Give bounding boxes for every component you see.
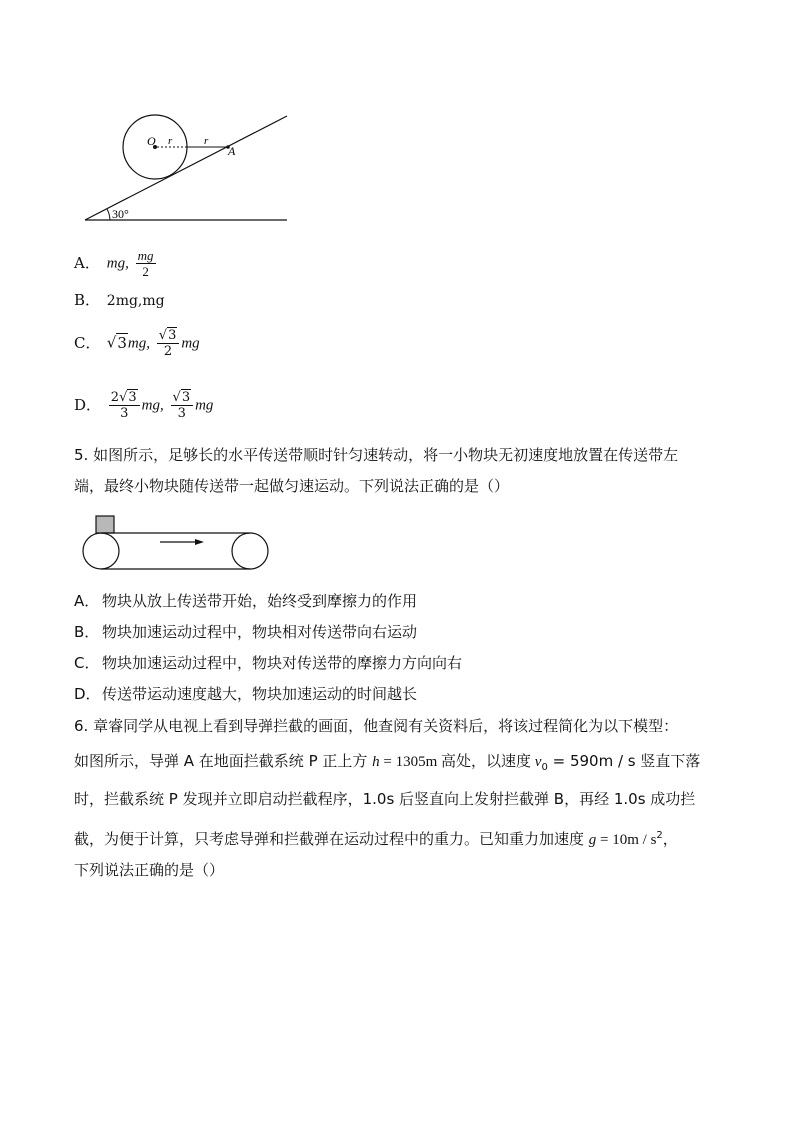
option-label: A．	[74, 592, 100, 610]
center-label: O	[147, 134, 156, 148]
fraction-numerator: mg	[137, 248, 154, 263]
option-text: 物块加速运动过程中，物块相对传送带向右运动	[102, 623, 418, 641]
fraction-numerator: √3	[171, 390, 194, 406]
option-text: 传送带运动速度越大，物块加速运动的时间越长	[102, 685, 418, 703]
option-label: B．	[74, 623, 100, 641]
v-subscript: 0	[541, 762, 548, 773]
option-d-term2: mg	[195, 397, 214, 414]
option-b-text: 2mg,mg	[106, 293, 165, 309]
motion-arrow-head	[195, 539, 204, 545]
angle-label: 30°	[112, 207, 129, 221]
option-a-fraction	[136, 248, 156, 279]
option-a-term1: mg,	[106, 255, 129, 272]
option-c-term1: mg,	[127, 335, 150, 352]
radicand: 3	[168, 328, 177, 343]
q5-option-a	[74, 590, 417, 612]
option-label: D．	[74, 685, 101, 703]
fraction-denominator: 2	[142, 264, 149, 279]
radicand: 3	[181, 390, 191, 405]
option-label: C．	[74, 333, 101, 352]
q6-stem-line1: 6. 章睿同学从电视上看到导弹拦截的画面，他查阅有关资料后，将该过程简化为以下模型：	[74, 717, 679, 735]
g-symbol: g	[588, 832, 597, 848]
q4-option-c	[74, 328, 200, 359]
h-symbol: h	[372, 754, 380, 770]
option-d-fraction1	[109, 390, 140, 421]
q4-option-a	[74, 248, 158, 279]
q6-stem-line4: 截，为便于计算，只考虑导弹和拦截弹在运动过程中的重力。已知重力加速度 $g = 10m / s^2$，	[74, 830, 678, 848]
fraction-denominator: 3	[120, 406, 129, 421]
q4-option-d	[74, 390, 213, 421]
incline-circle-figure	[80, 110, 295, 230]
left-roller	[83, 533, 119, 569]
option-d-term1: mg,	[141, 397, 164, 414]
g-superscript: 2	[656, 830, 663, 841]
fraction-numerator: 2√3	[109, 390, 140, 406]
radicand: 3	[117, 333, 127, 352]
option-label: B．	[74, 291, 101, 309]
incline-line	[85, 116, 287, 220]
sqrt-expression: √3	[106, 333, 127, 352]
q6-stem-line3: 时，拦截系统 P 发现并立即启动拦截程序，1.0s 后竖直向上发射拦截弹 B，再经 1.0s 成功拦	[74, 790, 696, 808]
option-label: A．	[74, 253, 100, 272]
q4-option-b	[74, 289, 165, 312]
q6-stem-line2: 如图所示，导弹 A 在地面拦截系统 P 正上方 h = 1305m 高处，以速度 $v_0 = 590m / s$ 竖直下落	[74, 752, 701, 773]
q5-stem-line2: 端，最终小物块随传送带一起做匀速运动。下列说法正确的是（）	[74, 477, 510, 495]
conveyor-figure	[80, 513, 275, 575]
block	[96, 516, 114, 533]
option-c-term2: mg	[181, 335, 200, 352]
radius-label-left: r	[168, 135, 173, 147]
fraction-denominator: 2	[163, 344, 173, 359]
point-a-label: A	[228, 144, 236, 158]
angle-arc	[107, 209, 110, 220]
right-roller	[232, 533, 268, 569]
option-c-fraction	[157, 328, 180, 359]
q5-stem-line1: 5. 如图所示，足够长的水平传送带顺时针匀速转动，将一小物块无初速度地放置在传送带左	[74, 446, 679, 464]
option-text: 物块从放上传送带开始，始终受到摩擦力的作用	[102, 592, 418, 610]
radius-label-right: r	[204, 135, 209, 147]
option-label: D．	[74, 395, 102, 414]
fraction-numerator: √3	[157, 328, 180, 344]
option-d-fraction2	[171, 390, 194, 421]
v-symbol: v	[534, 754, 542, 770]
radicand: 3	[128, 390, 137, 405]
q5-option-d	[74, 683, 417, 705]
option-label: C．	[74, 654, 100, 672]
q5-option-c	[74, 652, 462, 674]
option-text: 物块加速运动过程中，物块对传送带的摩擦力方向向右	[102, 654, 463, 672]
q5-option-b	[74, 621, 417, 643]
fraction-denominator: 3	[177, 406, 186, 421]
q6-stem-line5: 下列说法正确的是（）	[74, 861, 225, 879]
